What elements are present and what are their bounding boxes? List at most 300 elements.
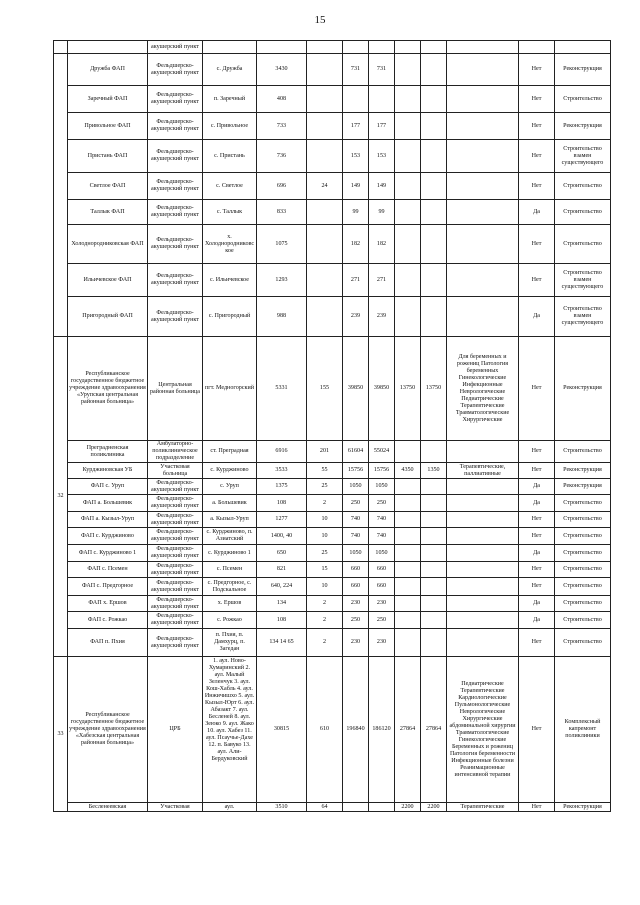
profile-cell	[447, 528, 519, 545]
profile-cell	[447, 297, 519, 337]
area-norm-cell: 153	[369, 140, 395, 173]
type-cell: ЦРБ	[148, 657, 203, 803]
profile-cell	[447, 629, 519, 657]
col9-cell	[421, 612, 447, 629]
work-cell: Строительство	[555, 441, 611, 463]
area-norm-cell: 271	[369, 264, 395, 297]
beds-cell	[307, 41, 343, 54]
area-norm-cell	[369, 803, 395, 812]
name-cell: Республиканское государственное бюджетное учреждение здравоохранения «Урупская центральная районная больница»	[68, 337, 148, 441]
flag-cell: Нет	[519, 562, 555, 578]
area-total-cell	[343, 803, 369, 812]
area-norm-cell: 182	[369, 225, 395, 264]
beds-cell: 155	[307, 337, 343, 441]
beds-cell: 610	[307, 657, 343, 803]
col8-cell	[395, 264, 421, 297]
area-norm-cell: 99	[369, 200, 395, 225]
profile-cell	[447, 545, 519, 562]
work-cell: Реконструкция	[555, 337, 611, 441]
address-cell: с. Ильичевское	[203, 264, 257, 297]
col8-cell	[395, 495, 421, 512]
area-total-cell: 15756	[343, 463, 369, 479]
type-cell: Участковая	[148, 803, 203, 812]
table-row	[54, 578, 611, 596]
type-cell: Фельдшерско-акушерский пункт	[148, 297, 203, 337]
area-norm-cell	[369, 86, 395, 113]
name-cell: Республиканское государственное бюджетное учреждение здравоохранения «Хабезская центральная районная больница»	[68, 657, 148, 803]
area-total-cell: 61604	[343, 441, 369, 463]
area-total-cell: 740	[343, 528, 369, 545]
address-cell	[203, 41, 257, 54]
table-row	[54, 225, 611, 264]
address-cell: пгт. Медногорский	[203, 337, 257, 441]
col8-cell: 27864	[395, 657, 421, 803]
flag-cell: Да	[519, 495, 555, 512]
population-cell: 3510	[257, 803, 307, 812]
population-cell: 1375	[257, 479, 307, 495]
area-total-cell: 740	[343, 512, 369, 528]
col9-cell	[421, 562, 447, 578]
table-row	[54, 657, 611, 803]
flag-cell: Нет	[519, 657, 555, 803]
col8-cell	[395, 512, 421, 528]
beds-cell: 2	[307, 596, 343, 612]
col8-cell	[395, 612, 421, 629]
work-cell: Строительство	[555, 596, 611, 612]
work-cell: Строительство	[555, 173, 611, 200]
population-cell: 821	[257, 562, 307, 578]
area-norm-cell: 230	[369, 629, 395, 657]
beds-cell	[307, 297, 343, 337]
address-cell: х. Ершов	[203, 596, 257, 612]
population-cell: 988	[257, 297, 307, 337]
area-total-cell: 153	[343, 140, 369, 173]
area-norm-cell: 239	[369, 297, 395, 337]
population-cell: 640, 224	[257, 578, 307, 596]
col8-cell	[395, 173, 421, 200]
beds-cell	[307, 54, 343, 86]
beds-cell: 25	[307, 545, 343, 562]
area-total-cell: 149	[343, 173, 369, 200]
profile-cell	[447, 41, 519, 54]
flag-cell: Нет	[519, 337, 555, 441]
type-cell: акушерский пункт	[148, 41, 203, 54]
address-cell: с. Таллык	[203, 200, 257, 225]
table-row	[54, 441, 611, 463]
profile-cell	[447, 495, 519, 512]
type-cell: Фельдшерско-акушерский пункт	[148, 86, 203, 113]
area-norm-cell: 660	[369, 562, 395, 578]
address-cell: 1. аул. Ново-Хумаринский 2. аул. Малый Зеленчук 3. аул. Кош-Хабль 4. аул. Инжичишхо 5. аул. Кызыл-Юрт 6. аул. Абазакт 7. аул. Бесленей 8. аул. Зеюко 9. аул. Жако 10. аул. Хабез 11. аул. Псаучье-Дахе 12. п. Бавуко 13. аул. Али-Бердуковский	[203, 657, 257, 803]
type-cell: Фельдшерско-акушерский пункт	[148, 479, 203, 495]
row-number-cell: 32	[54, 337, 68, 657]
area-total-cell: 39850	[343, 337, 369, 441]
population-cell	[257, 41, 307, 54]
area-total-cell	[343, 41, 369, 54]
table-row	[54, 495, 611, 512]
col8-cell	[395, 140, 421, 173]
address-cell: с. Псемен	[203, 562, 257, 578]
name-cell: Холоднородниковская ФАП	[68, 225, 148, 264]
col9-cell	[421, 629, 447, 657]
type-cell: Фельдшерско-акушерский пункт	[148, 596, 203, 612]
col9-cell	[421, 173, 447, 200]
profile-cell	[447, 173, 519, 200]
table-row	[54, 264, 611, 297]
profile-cell: Терапевтические, паллиативные	[447, 463, 519, 479]
name-cell: ФАП а. Кызыл-Уруп	[68, 512, 148, 528]
address-cell: с. Пристань	[203, 140, 257, 173]
flag-cell: Нет	[519, 54, 555, 86]
beds-cell: 2	[307, 629, 343, 657]
name-cell: ФАП с. Рожкао	[68, 612, 148, 629]
work-cell: Комплексный капремонт поликлиники	[555, 657, 611, 803]
profile-cell	[447, 200, 519, 225]
name-cell: Пристань ФАП	[68, 140, 148, 173]
population-cell: 736	[257, 140, 307, 173]
profile-cell	[447, 264, 519, 297]
population-cell: 1293	[257, 264, 307, 297]
name-cell: Светлое ФАП	[68, 173, 148, 200]
type-cell: Фельдшерско-акушерский пункт	[148, 54, 203, 86]
work-cell: Реконструкция	[555, 463, 611, 479]
col8-cell	[395, 113, 421, 140]
area-total-cell: 250	[343, 612, 369, 629]
work-cell: Строительство	[555, 200, 611, 225]
num-cell	[54, 41, 68, 54]
area-norm-cell: 660	[369, 578, 395, 596]
area-total-cell: 271	[343, 264, 369, 297]
area-total-cell: 660	[343, 562, 369, 578]
area-norm-cell: 740	[369, 528, 395, 545]
table-row	[54, 479, 611, 495]
address-cell: ст. Преградная	[203, 441, 257, 463]
table-row	[54, 86, 611, 113]
col9-cell	[421, 200, 447, 225]
col9-cell	[421, 264, 447, 297]
col8-cell	[395, 578, 421, 596]
work-cell: Строительство	[555, 512, 611, 528]
address-cell: с. Рожкао	[203, 612, 257, 629]
col9-cell	[421, 545, 447, 562]
beds-cell	[307, 86, 343, 113]
col9-cell: 1350	[421, 463, 447, 479]
page-number: 15	[314, 14, 326, 26]
name-cell: Пригородный ФАП	[68, 297, 148, 337]
profile-cell: Терапевтические	[447, 803, 519, 812]
profile-cell: Для беременных и рожениц Патология беременных Гинекологические Инфекционные Неврологические Педиатрические Терапевтические Травматологические Хирургические	[447, 337, 519, 441]
name-cell: ФАП а. Большевик	[68, 495, 148, 512]
type-cell: Фельдшерско-акушерский пункт	[148, 562, 203, 578]
work-cell	[555, 41, 611, 54]
table-row	[54, 562, 611, 578]
address-cell: с. Курджиново, п. Азиатский	[203, 528, 257, 545]
work-cell: Строительство	[555, 545, 611, 562]
work-cell: Строительство	[555, 612, 611, 629]
col8-cell	[395, 596, 421, 612]
flag-cell: Да	[519, 596, 555, 612]
name-cell: ФАП с. Псемен	[68, 562, 148, 578]
name-cell: ФАП х. Ершов	[68, 596, 148, 612]
col8-cell	[395, 41, 421, 54]
col9-cell: 27864	[421, 657, 447, 803]
area-total-cell: 230	[343, 596, 369, 612]
area-norm-cell: 149	[369, 173, 395, 200]
beds-cell: 25	[307, 479, 343, 495]
flag-cell: Да	[519, 297, 555, 337]
profile-cell: Педиатрические Терапевтические Кардиологические Пульмонологические Неврологические Хирургические абдоминальной хирургии Травматологические Гинекологические Беременных и рожениц Патология беременности Инфекционные болезни Реанимационные интенсивной терапии	[447, 657, 519, 803]
work-cell: Строительство	[555, 528, 611, 545]
name-cell: Таллык ФАП	[68, 200, 148, 225]
area-total-cell: 731	[343, 54, 369, 86]
col9-cell	[421, 54, 447, 86]
profile-cell	[447, 86, 519, 113]
beds-cell	[307, 113, 343, 140]
beds-cell: 10	[307, 528, 343, 545]
col9-cell: 2200	[421, 803, 447, 812]
table-row	[54, 113, 611, 140]
name-cell: ФАП с. Курджиново 1	[68, 545, 148, 562]
beds-cell: 10	[307, 512, 343, 528]
area-norm-cell: 15756	[369, 463, 395, 479]
profile-cell	[447, 596, 519, 612]
name-cell: ФАП с. Курджиново	[68, 528, 148, 545]
flag-cell: Нет	[519, 86, 555, 113]
profile-cell	[447, 441, 519, 463]
row-number-cell	[54, 54, 68, 337]
beds-cell: 64	[307, 803, 343, 812]
col8-cell	[395, 441, 421, 463]
type-cell: Фельдшерско-акушерский пункт	[148, 495, 203, 512]
name-cell: ФАП с. Предгорное	[68, 578, 148, 596]
profile-cell	[447, 140, 519, 173]
work-cell: Строительство	[555, 86, 611, 113]
col9-cell	[421, 578, 447, 596]
table-row	[54, 140, 611, 173]
work-cell: Строительство	[555, 495, 611, 512]
table-row	[54, 297, 611, 337]
name-cell: ФАП с. Уруп	[68, 479, 148, 495]
address-cell: п. Пхия, п. Дамхурц, п. Загедан	[203, 629, 257, 657]
area-norm-cell: 39850	[369, 337, 395, 441]
table-row	[54, 337, 611, 441]
address-cell: с. Привольное	[203, 113, 257, 140]
beds-cell: 15	[307, 562, 343, 578]
type-cell: Центральная районная больница	[148, 337, 203, 441]
population-cell: 134 14 65	[257, 629, 307, 657]
work-cell: Строительство взамен существующего	[555, 297, 611, 337]
area-total-cell: 239	[343, 297, 369, 337]
population-cell: 833	[257, 200, 307, 225]
facilities-table	[53, 40, 611, 812]
population-cell: 733	[257, 113, 307, 140]
work-cell: Строительство взамен существующего	[555, 264, 611, 297]
col8-cell	[395, 629, 421, 657]
table-row	[54, 54, 611, 86]
name-cell: Дружба ФАП	[68, 54, 148, 86]
flag-cell: Да	[519, 612, 555, 629]
population-cell: 30815	[257, 657, 307, 803]
work-cell: Реконструкция	[555, 113, 611, 140]
col9-cell	[421, 596, 447, 612]
table-row	[54, 41, 611, 54]
address-cell: а. Большевик	[203, 495, 257, 512]
area-total-cell: 1050	[343, 479, 369, 495]
col8-cell: 4350	[395, 463, 421, 479]
flag-cell: Нет	[519, 113, 555, 140]
profile-cell	[447, 54, 519, 86]
flag-cell: Нет	[519, 441, 555, 463]
type-cell: Фельдшерско-акушерский пункт	[148, 629, 203, 657]
flag-cell: Нет	[519, 512, 555, 528]
col9-cell	[421, 140, 447, 173]
population-cell: 1277	[257, 512, 307, 528]
name-cell: ФАП п. Пхия	[68, 629, 148, 657]
area-norm-cell: 230	[369, 596, 395, 612]
flag-cell: Нет	[519, 803, 555, 812]
flag-cell: Да	[519, 479, 555, 495]
beds-cell: 10	[307, 578, 343, 596]
table-row	[54, 612, 611, 629]
name-cell: Бесленеевская	[68, 803, 148, 812]
area-norm-cell: 177	[369, 113, 395, 140]
population-cell: 134	[257, 596, 307, 612]
work-cell: Строительство	[555, 562, 611, 578]
work-cell: Строительство	[555, 578, 611, 596]
flag-cell: Нет	[519, 264, 555, 297]
profile-cell	[447, 578, 519, 596]
col9-cell	[421, 512, 447, 528]
table-row	[54, 528, 611, 545]
col8-cell	[395, 200, 421, 225]
population-cell: 5331	[257, 337, 307, 441]
table-row	[54, 463, 611, 479]
type-cell: Фельдшерско-акушерский пункт	[148, 113, 203, 140]
area-total-cell: 1050	[343, 545, 369, 562]
population-cell: 650	[257, 545, 307, 562]
area-total-cell: 230	[343, 629, 369, 657]
flag-cell: Нет	[519, 140, 555, 173]
col8-cell: 13750	[395, 337, 421, 441]
col8-cell	[395, 562, 421, 578]
profile-cell	[447, 113, 519, 140]
col8-cell	[395, 225, 421, 264]
work-cell: Строительство	[555, 629, 611, 657]
beds-cell	[307, 140, 343, 173]
area-total-cell: 660	[343, 578, 369, 596]
address-cell: с. Курджиново	[203, 463, 257, 479]
area-norm-cell: 250	[369, 495, 395, 512]
address-cell: с. Предгорное, с. Подскальное	[203, 578, 257, 596]
address-cell: х. Холоднородниковское	[203, 225, 257, 264]
beds-cell	[307, 225, 343, 264]
table-row	[54, 803, 611, 812]
table-body	[54, 41, 611, 812]
population-cell: 3430	[257, 54, 307, 86]
type-cell: Фельдшерско-акушерский пункт	[148, 173, 203, 200]
type-cell: Участковая больница	[148, 463, 203, 479]
population-cell: 6916	[257, 441, 307, 463]
type-cell: Фельдшерско-акушерский пункт	[148, 264, 203, 297]
col8-cell	[395, 545, 421, 562]
profile-cell	[447, 225, 519, 264]
flag-cell: Да	[519, 200, 555, 225]
col8-cell	[395, 528, 421, 545]
type-cell: Фельдшерско-акушерский пункт	[148, 612, 203, 629]
name-cell: Заречный ФАП	[68, 86, 148, 113]
address-cell: аул.	[203, 803, 257, 812]
area-norm-cell: 740	[369, 512, 395, 528]
table-row	[54, 200, 611, 225]
address-cell: с. Уруп	[203, 479, 257, 495]
col8-cell: 2200	[395, 803, 421, 812]
area-total-cell: 177	[343, 113, 369, 140]
col9-cell	[421, 225, 447, 264]
col9-cell	[421, 41, 447, 54]
flag-cell: Нет	[519, 528, 555, 545]
col9-cell	[421, 441, 447, 463]
type-cell: Фельдшерско-акушерский пункт	[148, 578, 203, 596]
area-total-cell	[343, 86, 369, 113]
col8-cell	[395, 479, 421, 495]
name-cell: Преградненская поликлиника	[68, 441, 148, 463]
type-cell: Фельдшерско-акушерский пункт	[148, 225, 203, 264]
area-norm-cell: 250	[369, 612, 395, 629]
row-number-cell: 33	[54, 657, 68, 812]
col9-cell	[421, 479, 447, 495]
type-cell: Фельдшерско-акушерский пункт	[148, 140, 203, 173]
population-cell: 1075	[257, 225, 307, 264]
beds-cell: 201	[307, 441, 343, 463]
beds-cell: 24	[307, 173, 343, 200]
flag-cell	[519, 41, 555, 54]
name-cell: Привольное ФАП	[68, 113, 148, 140]
table-row	[54, 545, 611, 562]
flag-cell: Нет	[519, 578, 555, 596]
name-cell: Ильичевское ФАП	[68, 264, 148, 297]
beds-cell: 2	[307, 612, 343, 629]
address-cell: с. Курджиново 1	[203, 545, 257, 562]
flag-cell: Нет	[519, 173, 555, 200]
population-cell: 1400, 40	[257, 528, 307, 545]
type-cell: Амбулаторно-поликлиническое подразделение	[148, 441, 203, 463]
area-total-cell: 182	[343, 225, 369, 264]
area-norm-cell: 186120	[369, 657, 395, 803]
col8-cell	[395, 54, 421, 86]
profile-cell	[447, 479, 519, 495]
beds-cell: 55	[307, 463, 343, 479]
area-total-cell: 196840	[343, 657, 369, 803]
table-row	[54, 512, 611, 528]
work-cell: Строительство	[555, 225, 611, 264]
area-norm-cell: 1050	[369, 479, 395, 495]
address-cell: с. Светлое	[203, 173, 257, 200]
work-cell: Реконструкция	[555, 479, 611, 495]
profile-cell	[447, 562, 519, 578]
beds-cell	[307, 200, 343, 225]
population-cell: 108	[257, 495, 307, 512]
profile-cell	[447, 512, 519, 528]
population-cell: 408	[257, 86, 307, 113]
type-cell: Фельдшерско-акушерский пункт	[148, 545, 203, 562]
beds-cell	[307, 264, 343, 297]
col9-cell	[421, 297, 447, 337]
flag-cell: Нет	[519, 629, 555, 657]
col9-cell: 13750	[421, 337, 447, 441]
population-cell: 108	[257, 612, 307, 629]
col8-cell	[395, 86, 421, 113]
table-row	[54, 629, 611, 657]
